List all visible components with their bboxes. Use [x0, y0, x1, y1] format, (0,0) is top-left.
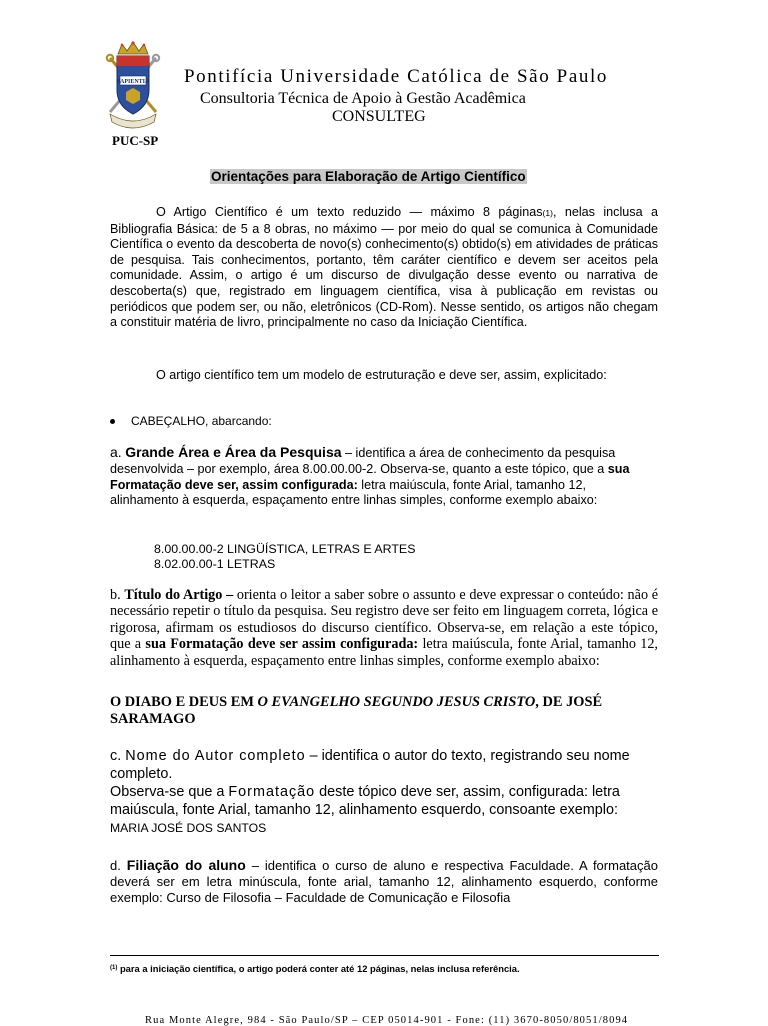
structure-paragraph: O artigo científico tem um modelo de estruturação e deve ser, assim, explicitado: [156, 368, 607, 382]
example-title-italic: O EVANGELHO SEGUNDO JESUS CRISTO [257, 694, 536, 710]
intro-text-start: O Artigo Científico é um texto reduzido — máximo 8 páginas [156, 205, 543, 219]
section-d-text: – identifica o curso de aluno e respectiva Faculdade. A formatação deverá ser em letra minúscula, fonte arial, tamanho 12, alinhamento esquerdo, conforme exemplo: Curso de Filosofia – Faculdade de Comunicação e Filosofia [110, 858, 658, 905]
section-c-paragraph [110, 747, 658, 819]
department-name: Consultoria Técnica de Apoio à Gestão Acadêmica [200, 90, 526, 107]
intro-paragraph [110, 205, 658, 331]
section-d-paragraph [110, 857, 658, 906]
section-c-heading: Nome do Autor completo [125, 748, 306, 764]
section-a-heading: Grande Área e Área da Pesquisa [125, 444, 342, 460]
unit-name: CONSULTEG [332, 108, 426, 125]
section-c-formatacao: Formatação [228, 784, 316, 800]
footer-address: Rua Monte Alegre, 984 - São Paulo/SP – CEP 05014-901 - Fone: (11) 3670-8050/8051/8094 [145, 1015, 629, 1026]
section-b-text-2: letra maiúscula, fonte Arial, tamanho 12, alinhamento à esquerda, espaçamento entre linhas simples, conforme exemplo abaixo: [110, 636, 658, 669]
section-b-heading: Título do Artigo – [124, 587, 234, 603]
section-a-examples [154, 542, 415, 572]
section-b-letter: b. [110, 587, 121, 603]
example-title-start: O DIABO E DEUS EM [110, 694, 258, 710]
footnote-reference: (1) [542, 208, 553, 218]
document-title: Orientações para Elaboração de Artigo Científico [211, 169, 526, 184]
section-a-format-label: sua Formatação deve ser, assim configurada: [110, 461, 630, 492]
section-a-letter: a. [110, 444, 122, 460]
section-d-heading: Filiação do aluno [126, 857, 246, 873]
example-line: 8.02.00.00-1 LETRAS [154, 557, 276, 572]
section-c-text-1: – identifica o autor do texto, registrando seu nome completo. [110, 748, 630, 782]
section-d-letter: d. [110, 858, 121, 873]
svg-text:SAPIENTIA: SAPIENTIA [116, 79, 150, 85]
puc-sp-logo [104, 40, 162, 134]
example-title-end: , DE JOSÉ SARAMAGO [110, 694, 603, 727]
university-name: Pontifícia Universidade Católica de São Paulo [184, 66, 608, 87]
section-a-text-1: – identifica a área de conhecimento da pesquisa desenvolvida – por exemplo, área 8.00.00.00-2. Observa-se, quanto a este tópico, que a [110, 446, 616, 476]
section-c-example: MARIA JOSÉ DOS SANTOS [110, 821, 267, 835]
crest-icon [104, 40, 162, 134]
bullet-dot-icon [110, 419, 115, 424]
section-a-text-2: letra maiúscula, fonte Arial, tamanho 12, alinhamento à esquerda, espaçamento entre linhas simples, conforme exemplo abaixo: [110, 477, 598, 508]
section-b-example [110, 694, 658, 728]
section-c-text-2: Observa-se que a [110, 784, 229, 800]
logo-label: PUC-SP [112, 133, 159, 148]
section-b-format-label: sua Formatação deve ser assim configurada: [145, 636, 419, 653]
footnote [110, 963, 520, 974]
intro-text-rest: , nelas inclusa a Bibliografia Básica: de 5 a 8 obras, no máximo — por meio do qual se comunica à Comunidade Científica o evento da descoberta de novo(s) conhecimento(s) obtido(s) em atividades de práticas de pesquisa. Tais conhecimentos, portanto, têm caráter científico e devem ser aceitos pela comunidade. Assim, o artigo é um discurso de divulgação desse evento ou narrativa de descoberta(s) que, registrado em linguagem científica, visa à publicação em revistas ou periódicos que podem ser, ou não, eletrônicos (CD-Rom). Nesse sentido, os artigos não chegam a constituir matéria de livro, principalmente no caso da Iniciação Científica. [110, 205, 658, 330]
footnote-marker: (1) [110, 965, 118, 971]
footnote-divider [110, 955, 659, 956]
footnote-text: para a iniciação científica, o artigo poderá conter até 12 páginas, nelas inclusa referência. [117, 963, 520, 974]
example-line: 8.00.00.00-2 LINGÜÍSTICA, LETRAS E ARTES [154, 542, 416, 556]
section-b-paragraph [110, 587, 658, 669]
section-a-paragraph [110, 445, 658, 509]
section-b-text-1: orienta o leitor a saber sobre o assunto e deve expressar o conteúdo: não é necessário repetir o título da pesquisa. Seu registro deve ser feito em linguagem correta, lógica e rigorosa, afirmam os estudiosos do discurso científico. Observa-se, em relação a este tópico, que a [110, 587, 659, 653]
section-c-text-3: deste tópico deve ser, assim, configurada: letra maiúscula, fonte Arial, tamanho 12, alinhamento esquerdo, consoante exemplo: [110, 784, 620, 818]
bullet-text: CABEÇALHO, abarcando: [131, 414, 272, 428]
section-c-letter: c. [110, 748, 122, 764]
